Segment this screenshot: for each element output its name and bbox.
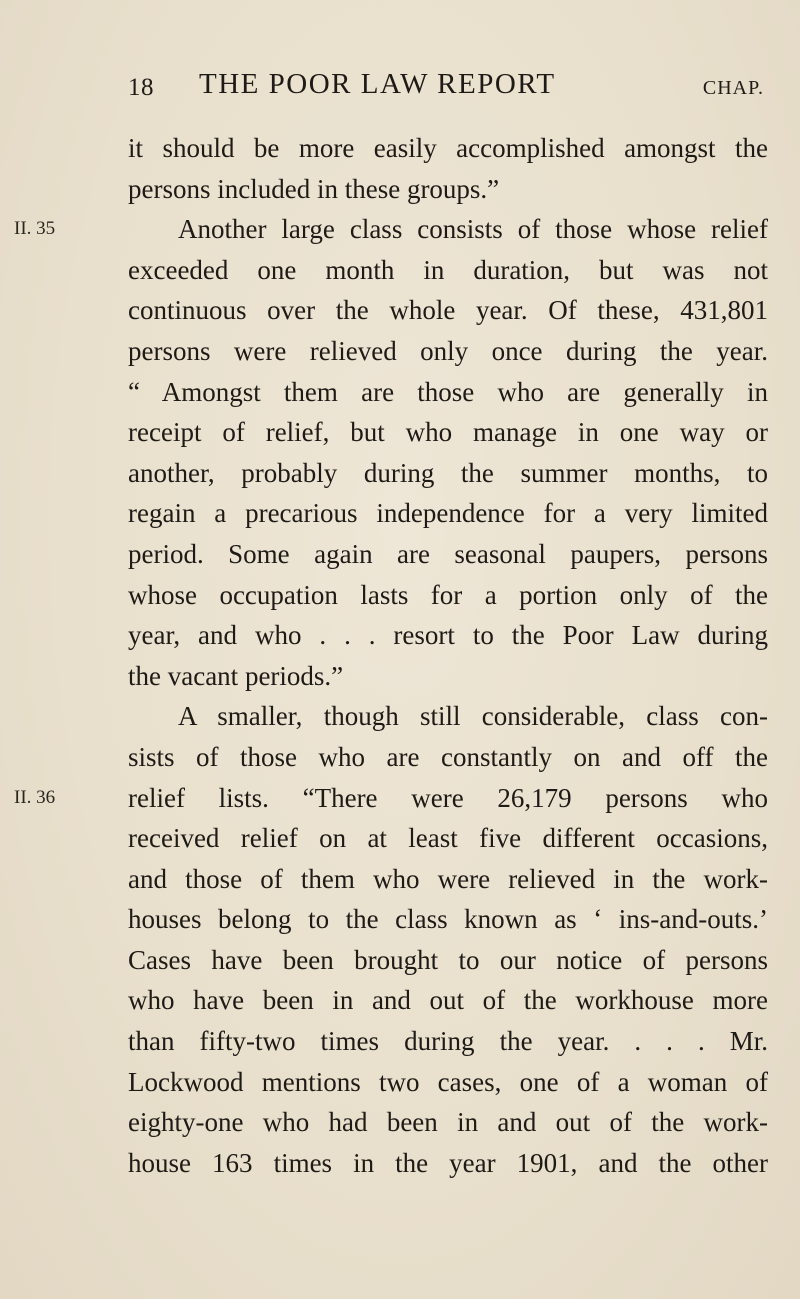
text-line: eighty-one who had been in and out of the work- bbox=[128, 1107, 768, 1138]
text-line: houses belong to the class known as ‘ ins-and-outs.’ bbox=[128, 904, 768, 935]
text-line: Another large class consists of those whose relief bbox=[178, 214, 768, 245]
text-line: receipt of relief, but who manage in one way or bbox=[128, 417, 768, 448]
text-line-with-margin-ref bbox=[14, 778, 768, 819]
text-line: whose occupation lasts for a portion only of the bbox=[128, 579, 768, 610]
text-line: regain a precarious independence for a very limited bbox=[128, 498, 768, 529]
text-line: “ Amongst them are those who are generally in bbox=[128, 376, 768, 407]
text-line: sists of those who are constantly on and off the bbox=[128, 741, 768, 772]
text-line: who have been in and out of the workhouse more bbox=[128, 985, 768, 1016]
text-line: year, and who . . . resort to the Poor Law during bbox=[128, 620, 768, 651]
text-line: period. Some again are seasonal paupers, persons bbox=[128, 538, 768, 569]
text-line: persons were relieved only once during the year. bbox=[128, 335, 768, 366]
chapter-abbrev: CHAP. bbox=[702, 77, 764, 99]
running-header bbox=[128, 68, 766, 108]
text-line: relief lists. “There were 26,179 persons who bbox=[128, 782, 768, 813]
body-text bbox=[14, 128, 768, 1183]
text-line: persons included in these groups.” bbox=[128, 173, 500, 204]
text-line: house 163 times in the year 1901, and the other bbox=[128, 1147, 768, 1178]
text-line: the vacant periods.” bbox=[128, 660, 344, 691]
text-line-with-margin-ref bbox=[14, 209, 768, 250]
text-line: another, probably during the summer months, to bbox=[128, 457, 768, 488]
margin-reference: II. 35 bbox=[14, 218, 56, 240]
text-line: Cases have been brought to our notice of persons bbox=[128, 944, 768, 975]
text-line: and those of them who were relieved in the work- bbox=[128, 863, 768, 894]
text-line: Lockwood mentions two cases, one of a woman of bbox=[128, 1066, 768, 1097]
text-line: A smaller, though still considerable, class con- bbox=[178, 701, 768, 732]
text-line: received relief on at least five different occasions, bbox=[128, 823, 768, 854]
text-line: than fifty-two times during the year. . . . Mr. bbox=[128, 1026, 768, 1057]
text-line: it should be more easily accomplished amongst the bbox=[128, 133, 768, 163]
text-line: continuous over the whole year. Of these, 431,801 bbox=[128, 295, 768, 326]
text-line: exceeded one month in duration, but was not bbox=[128, 254, 768, 285]
page-number: 18 bbox=[128, 74, 154, 101]
running-title: THE POOR LAW REPORT bbox=[199, 68, 556, 100]
margin-reference: II. 36 bbox=[14, 786, 56, 808]
